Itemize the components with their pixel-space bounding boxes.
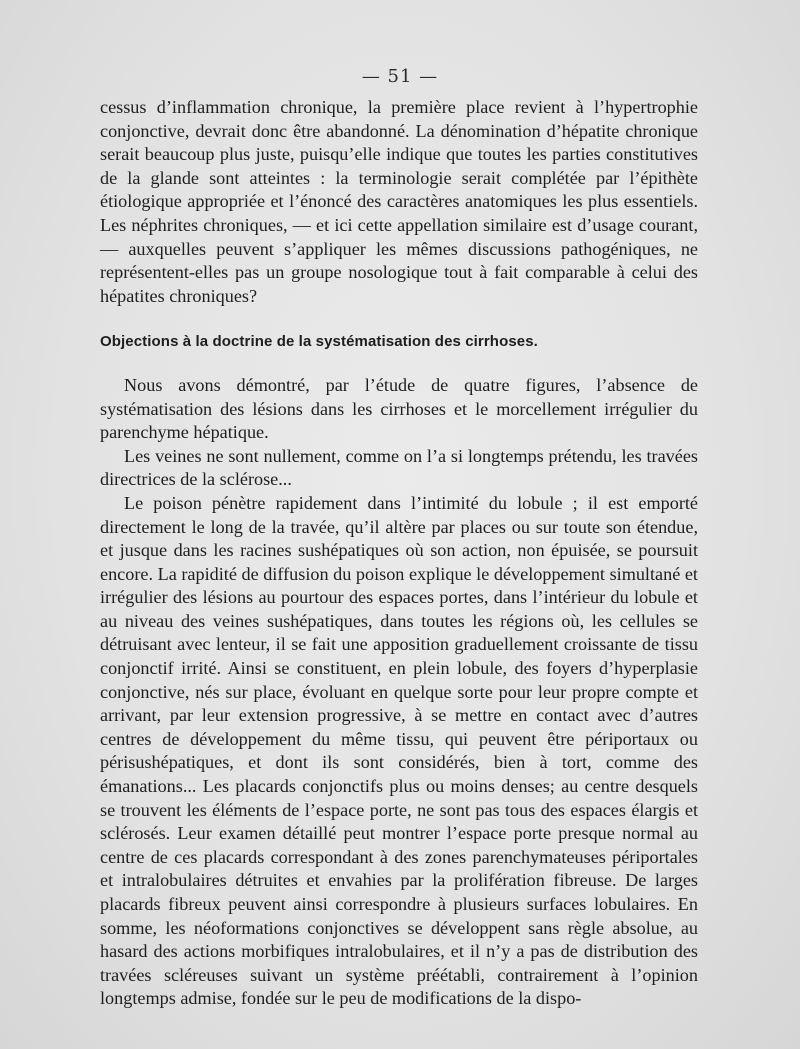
paragraph: Le poison pénètre rapidement dans l’intimité du lobule ; il est emporté directement le long de la travée, qu’il altère par places ou sur toute son étendue, et jusque dans les racines sushépatiques où son action, non épuisée, se poursuit encore. La rapidité de diffusion du poison explique le développement simultané et irrégulier des lésions au pourtour des espaces portes, dans l’intérieur du lobule et au niveau des veines sushépatiques, dans toutes les régions où, les cellules se détruisant avec lenteur, il se fait une apposition graduellement croissante de tissu conjonctif irrité. Ainsi se constituent, en plein lobule, des foyers d’hyperplasie conjonctive, nés sur place, évoluant en quelque sorte pour leur propre compte et arrivant, par leur extension progressive, à se mettre en contact avec d’autres centres de développement du même tissu, qui peuvent être périportaux ou périsushépatiques, et dont ils sont considérés, bien à tort, comme des émanations... Les placards conjonctifs plus ou moins denses; au centre desquels se trouvent les éléments de l’espace porte, ne sont pas tous des espaces élargis et sclérosés. Leur examen détaillé peut montrer l’espace porte presque normal au centre de ces placards correspondant à des zones parenchymateuses périportales et intralobulaires détruites et envahies par la prolifération fibreuse. De larges placards fibreux peuvent ainsi correspondre à plusieurs surfaces lobulaires. En somme, les néoformations conjonctives se développent sans règle absolue, au hasard des actions morbifiques intralobulaires, et il n’y a pas de distribution des travées scléreuses suivant un système préétabli, contrairement à l’opinion longtemps admise, fondée sur le peu de modifications de la dispo- xyxy=(100,492,698,1009)
paragraph-continued: cessus d’inflammation chronique, la première place revient à l’hypertrophie conjonctive, devrait donc être abandonné. La dénomination d’hépatite chronique serait beaucoup plus juste, puisqu’elle indique que toutes les parties constitutives de la glande sont atteintes : la terminologie serait complétée par l’épithète étiologique appropriée et l’énoncé des caractères anatomiques les plus essentiels. Les néphrites chroniques, — et ici cette appellation similaire est d’usage courant, — auxquelles peuvent s’appliquer les mêmes discussions pathogéniques, ne représentent-elles pas un groupe nosologique tout à fait comparable à celui des hépatites chroniques? xyxy=(100,97,698,306)
paragraph: Nous avons démontré, par l’étude de quatre figures, l’absence de systématisation des lésions dans les cirrhoses et le morcellement irrégulier du parenchyme hépatique. xyxy=(100,374,698,443)
section-heading: Objections à la doctrine de la systématisation des cirrhoses. xyxy=(100,333,538,351)
page-number: — 51 — xyxy=(361,66,439,87)
paragraph: Les veines ne sont nullement, comme on l’a si longtemps prétendu, les travées directrices de la sclérose... xyxy=(100,445,698,490)
page-body xyxy=(100,96,698,1011)
